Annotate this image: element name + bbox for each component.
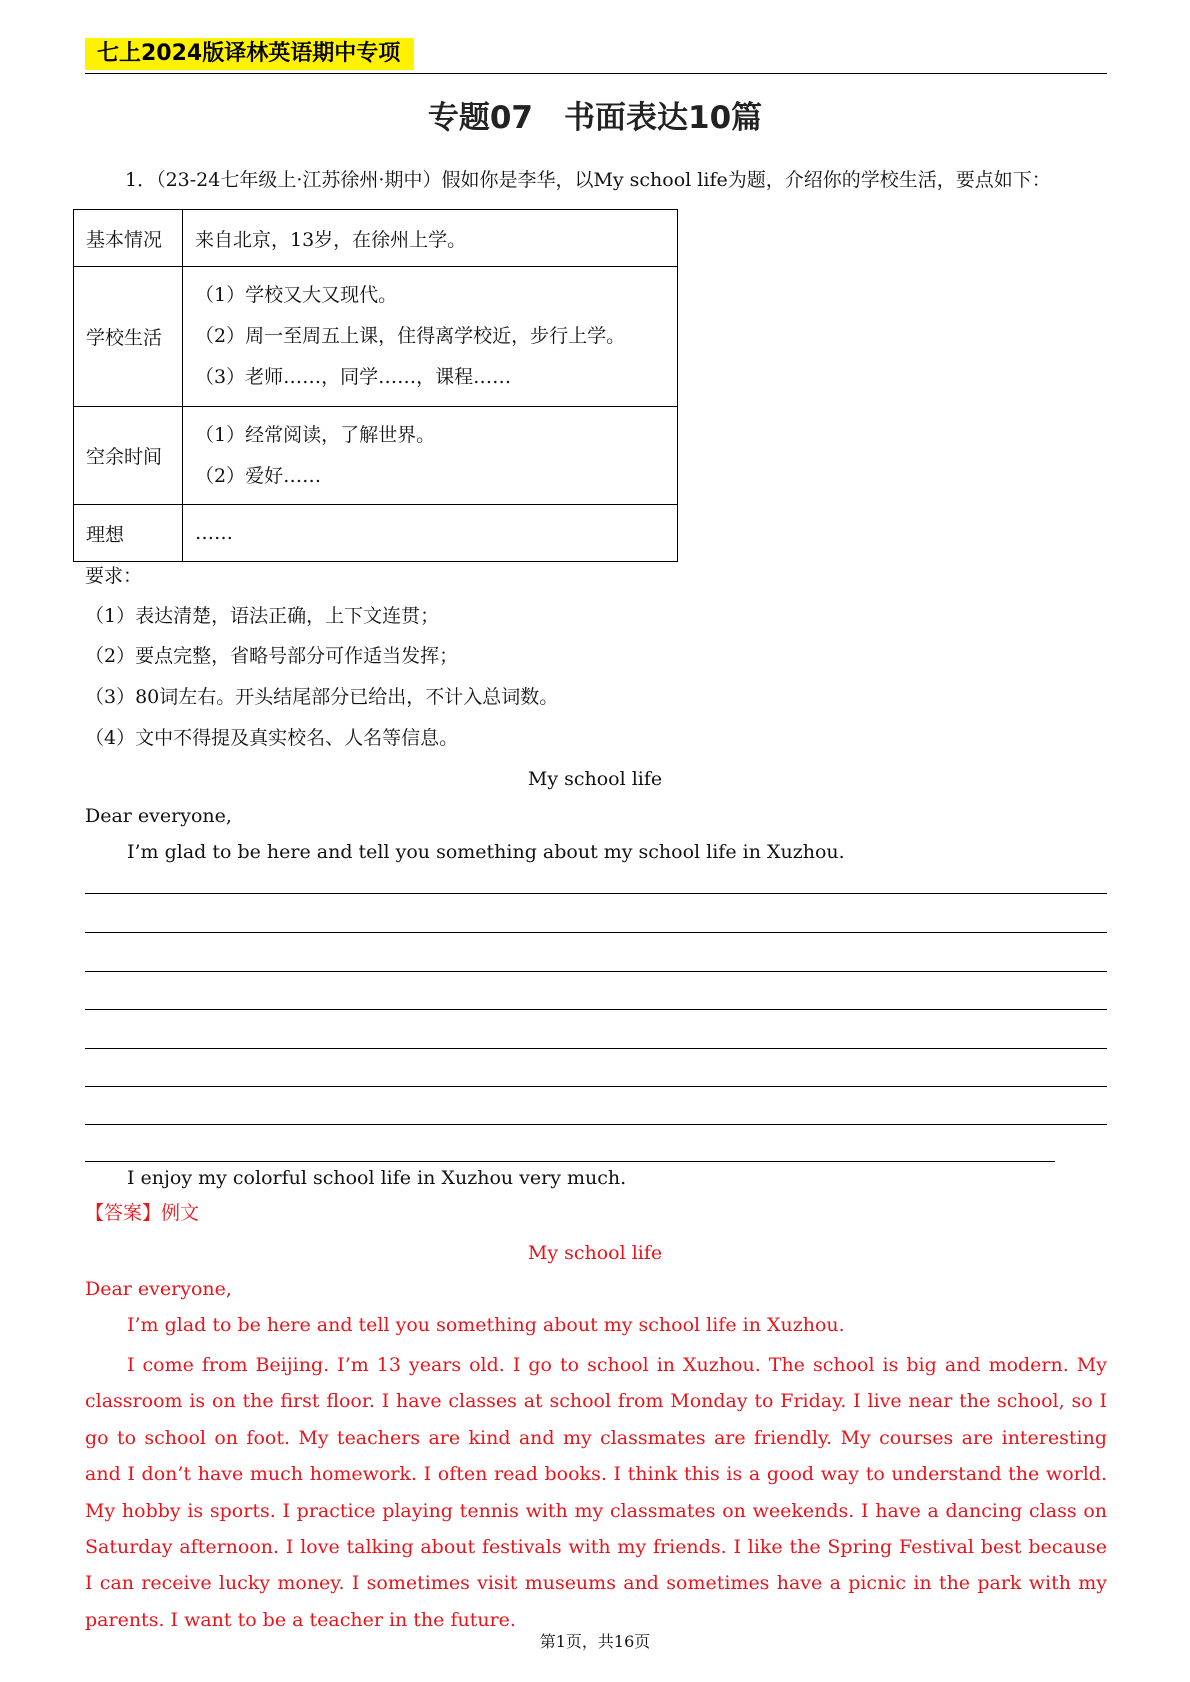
table-key: 空余时间 — [74, 407, 183, 505]
outline-table — [73, 209, 678, 562]
question-prompt: 1．（23-24七年级上·江苏徐州·期中）假如你是李华，以My school life为题，介绍你的学校生活，要点如下： — [125, 169, 1051, 191]
answer-title: My school life — [527, 1242, 663, 1264]
table-key: 基本情况 — [74, 210, 183, 267]
essay-closing: I enjoy my colorful school life in Xuzhou very much. — [127, 1167, 627, 1189]
answer-body: I come from Beijing. I’m 13 years old. I go to school in Xuzhou. The school is big and modern. My classroom is on the first floor. I have classes at school from Monday to Friday. I live near the school, so I go to school on foot. My teachers are kind and my classmates are friendly. My courses are interesting and I don’t have much homework. I often read books. I think this is a good way to understand the world. My hobby is sports. I practice playing tennis with my classmates on weekends. I have a dancing class on Saturday afternoon. I love talking about festivals with my friends. I like the Spring Festival best because I can receive lucky money. I sometimes visit museums and sometimes have a picnic in the park with my parents. I want to be a teacher in the future. — [85, 1354, 1107, 1631]
writing-line — [85, 932, 1107, 933]
answer-greeting: Dear everyone, — [85, 1278, 232, 1300]
requirement-item: （4）文中不得提及真实校名、人名等信息。 — [85, 727, 459, 749]
doc-title: 专题07 书面表达10篇 — [427, 100, 763, 136]
writing-line — [85, 1086, 1107, 1087]
answer-opening: I’m glad to be here and tell you something about my school life in Xuzhou. — [127, 1314, 845, 1336]
table-line: 来自北京，13岁，在徐州上学。 — [195, 228, 467, 251]
requirement-item: （2）要点完整，省略号部分可作适当发挥； — [85, 645, 459, 667]
writing-line — [85, 1009, 1107, 1010]
table-line: （3）老师……，同学……，课程…… — [195, 366, 512, 388]
table-line: （2）爱好…… — [195, 464, 322, 487]
table-cell — [183, 505, 678, 562]
writing-line — [85, 1124, 1107, 1125]
table-row — [74, 267, 678, 407]
table-key: 理想 — [74, 505, 183, 562]
essay-title: My school life — [527, 768, 663, 790]
page-footer: 第1页，共16页 — [539, 1632, 651, 1651]
table-row — [74, 505, 678, 562]
table-line: （1）经常阅读，了解世界。 — [195, 423, 436, 446]
writing-line — [85, 893, 1107, 894]
requirement-item: （1）表达清楚，语法正确，上下文连贯； — [85, 605, 440, 627]
header-tag: 七上2024版译林英语期中专项 — [85, 38, 414, 70]
requirement-item: （3）80词左右。开头结尾部分已给出，不计入总词数。 — [85, 686, 559, 708]
writing-line — [85, 1048, 1107, 1049]
writing-line — [85, 1161, 1055, 1162]
answer-label: 【答案】例文 — [85, 1202, 200, 1224]
table-line: （1）学校又大又现代。 — [195, 284, 398, 306]
essay-greeting: Dear everyone, — [85, 805, 232, 827]
table-cell — [183, 267, 678, 407]
table-cell — [183, 407, 678, 505]
table-line: （2）周一至周五上课，住得离学校近，步行上学。 — [195, 325, 626, 347]
essay-opening: I’m glad to be here and tell you something about my school life in Xuzhou. — [127, 841, 845, 863]
table-row — [74, 407, 678, 505]
table-line: …… — [195, 522, 233, 544]
table-row — [74, 210, 678, 267]
writing-line — [85, 971, 1107, 972]
table-cell — [183, 210, 678, 267]
table-key: 学校生活 — [74, 267, 183, 407]
requirements-heading: 要求： — [85, 565, 143, 587]
header-divider — [85, 73, 1107, 74]
